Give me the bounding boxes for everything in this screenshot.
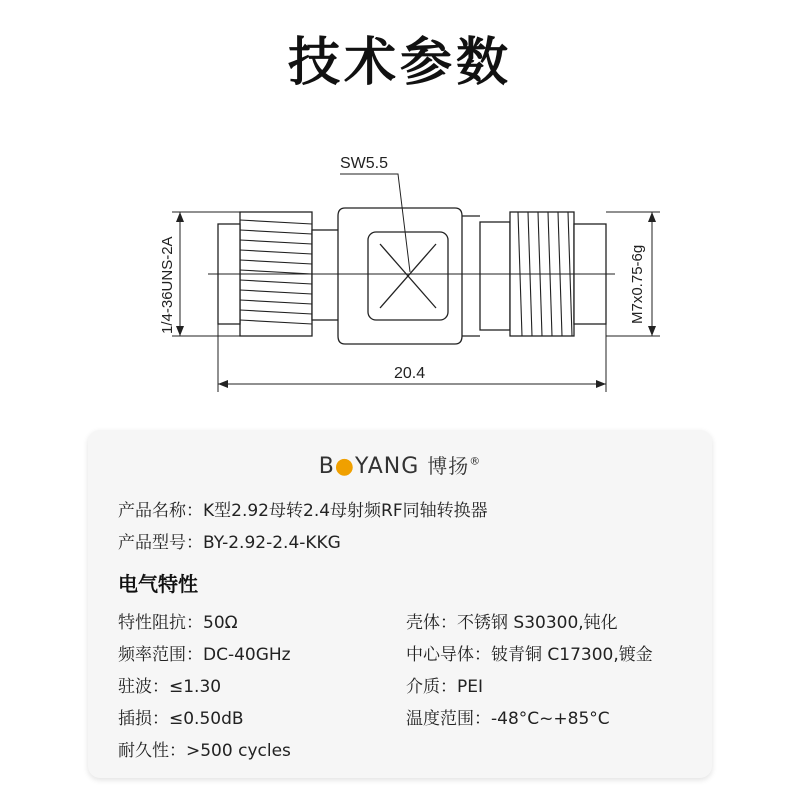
spec-row-temperature [406,704,610,729]
page-title: 技术参数 [287,33,512,93]
spec-label: 中心导体： [406,645,491,665]
spec-value: -48°C~+85°C [491,709,610,729]
product-model-label: 产品型号： [118,533,203,553]
brand-letters: YANG [355,454,420,479]
spec-row-vswr [118,672,221,697]
right-thread-label: M7x0.75-6g [629,244,646,324]
spec-row-frequency [118,640,291,665]
spec-label: 驻波： [118,677,169,697]
brand-chinese: 博扬 [427,454,470,478]
brand-dot-icon: ● [334,454,355,479]
spec-value: PEI [457,677,484,697]
left-neck [312,230,340,320]
spec-value: ≤0.50dB [169,709,244,729]
brand-letter-b: B [318,454,335,479]
spec-label: 特性阻抗： [118,613,203,633]
spec-label: 温度范围： [406,709,491,729]
spec-label: 介质： [406,677,457,697]
spec-label: 耐久性： [118,741,186,761]
connector-drawing [0,140,800,410]
right-collar [480,222,510,330]
product-name-label: 产品名称： [118,501,203,521]
spec-value: ≤1.30 [169,677,222,697]
registered-mark: ® [469,454,482,468]
spec-label: 插损： [118,709,169,729]
spec-value: 50Ω [203,613,238,633]
product-name-value: K型2.92母转2.4母射频RF同轴转换器 [203,501,488,521]
spec-row-housing [406,608,618,633]
spec-row-impedance [118,608,238,633]
product-name-row [118,496,488,521]
spec-value: 铍青铜 C17300,镀金 [491,645,653,665]
spec-row-center-conductor [406,640,653,665]
hex-size-label: SW5.5 [340,155,389,172]
left-thread-label: 1/4-36UNS-2A [159,236,176,334]
spec-row-durability [118,736,291,761]
product-model-row [118,528,341,553]
spec-label: 频率范围： [118,645,203,665]
brand-logo [88,450,712,479]
spec-label: 壳体： [406,613,457,633]
spec-card [88,430,712,778]
length-label: 20.4 [394,365,426,382]
spec-value: >500 cycles [186,741,291,761]
spec-row-dielectric [406,672,483,697]
spec-value: 不锈钢 S30300,钝化 [457,613,618,633]
product-model-value: BY-2.92-2.4-KKG [203,533,341,553]
spec-row-insertion-loss [118,704,244,729]
electrical-section-title: 电气特性 [118,572,198,596]
spec-value: DC-40GHz [203,645,291,665]
